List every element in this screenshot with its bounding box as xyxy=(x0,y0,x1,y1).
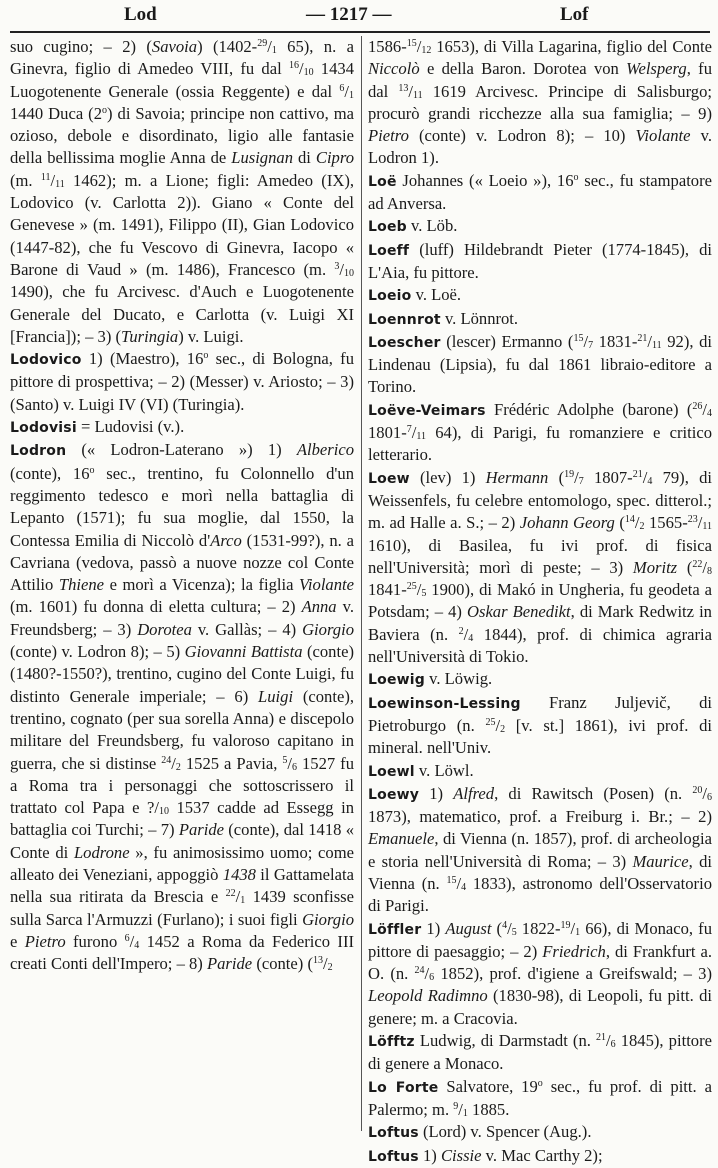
entry-lodovico xyxy=(10,348,354,416)
entry-loefftz xyxy=(368,1030,712,1076)
headword: Loew xyxy=(368,470,410,487)
headword: Loewy xyxy=(368,786,420,803)
entry-loeve-veimars xyxy=(368,399,712,467)
headword: Lodovico xyxy=(10,352,82,369)
headword: Loëve-Veimars xyxy=(368,402,486,419)
entry-text: Ludwig, di Darmstadt (n. $^{21}/_6$ 1845), pittore di genere a Monaco. xyxy=(368,1031,712,1074)
entry-text: (lev) 1) Hermann ($^{19}/_7$ $1807-^{21}/_4$ 79), di Weissenfels, fu celebre entomologo, spec. ditterol.; m. ad Halle a. S.; – 2) Johann Georg ($^{14}/_2$ $1565-^{23}/_{11}$ 1610), di Basilea, fu ivi prof. di fisica nell'Università; morì di peste; – 3) Moritz ($^{22}/_8$ $1841-^{25}/_5$ 1900), di Makó in Ungheria, fu geodeta a Potsdam; – 4) Oskar Benedikt, di Mark Redwitz in Baviera (n. $^2/_4$ 1844), prof. di chimica agraria nell'Università di Tokio. xyxy=(368,467,712,667)
entry-text: (lescer) Ermanno ($^{15}/_7$ $1831-^{21}/_{11}$ 92), di Lindenau (Lipsia), fu dal 1861 libraio-editore a Torino. xyxy=(368,331,712,397)
header-left-guide-word: Lod xyxy=(124,4,157,25)
entry-text: 1) (Maestro), 16$^o$ sec., di Bologna, fu pittore di prospettiva; – 2) (Messer) v. Ariosto; – 3) (Santo) v. Luigi IV (VI) (Turingia). xyxy=(10,349,354,414)
entry-lo-forte xyxy=(368,1076,712,1122)
entry-text: 1) Alfred, di Rawitsch (Posen) (n. $^{20}/_6$ 1873), matematico, prof. a Freiburg i. Br.; – 2) Emanuele, di Vienna (n. 1857), prof. di archeologia e storia nell'Università di Roma; – 3) Maurice, di Vienna (n. $^{15}/_4$ 1833), astronomo dell'Osservatorio di Parigi. xyxy=(368,783,712,916)
entry-loewig xyxy=(368,668,712,691)
headword: Loennrot xyxy=(368,311,441,328)
left-column xyxy=(10,36,354,1131)
entry-text: $1586-^{15}/_{12}$ 1653), di Villa Lagarina, figlio del Conte Niccolò e della Baron. Dorotea von Welsperg, fu dal $^{13}/_{11}$ 1619 Arcivesc. Principe di Salisburgo; procurò grandi ricchezze alla sua famiglia; – 9) Pietro (conte) v. Lodron 8); – 10) Violante v. Lodron 1). xyxy=(368,37,713,168)
entry-lodron xyxy=(10,439,354,975)
headword: Loë xyxy=(368,173,397,190)
right-column xyxy=(368,36,713,1165)
entry-text: 1) August ($^4/_5$ $1822-^{19}/_1$ 66), di Monaco, fu pittore di paesaggio; – 2) Friedrich, di Frankfurt a. O. (n. $^{24}/_6$ 1852), prof. d'igiene a Greifswald; – 3) Leopold Radimno (1830-98), di Leopoli, fu pitt. di genere; m. a Cracovia. xyxy=(368,918,713,1028)
entry-text: Johannes (« Loeio »), 16$^o$ sec., fu stampatore ad Anversa. xyxy=(368,170,712,214)
entry-text: Frédéric Adolphe (barone) ($^{26}/_4$ $1801-^7/_{11}$ 64), di Parigi, fu romanziere e critico letterario. xyxy=(368,399,712,465)
entry-text: v. Löb. xyxy=(406,216,458,236)
headword: Loeio xyxy=(368,288,412,305)
headword: Lodovisi xyxy=(10,420,77,437)
entry-loewl xyxy=(368,760,712,783)
entry-text: (luff) Hildebrandt Pieter (1774-1845), di L'Aia, fu pittore. xyxy=(368,239,712,282)
entry-text: v. Löwl. xyxy=(414,760,474,780)
entry-lodron-cont xyxy=(368,36,712,170)
entry-loftus-1 xyxy=(368,1121,712,1144)
entry-text: Salvatore, 19$^o$ sec., fu prof. di pitt. a Palermo; m. $^9/_1$ 1885. xyxy=(368,1076,712,1119)
headword: Löffler xyxy=(368,921,422,938)
page-header xyxy=(0,2,718,28)
entry-loeio xyxy=(368,284,712,307)
headword: Lodron xyxy=(10,443,67,460)
headword: Loftus xyxy=(368,1125,419,1142)
header-rule xyxy=(10,31,710,33)
entry-text: v. Löwig. xyxy=(425,669,493,689)
entry-loeffler xyxy=(368,918,712,1030)
headword: Loewinson-Lessing xyxy=(368,695,521,712)
entry-text: = Ludovisi (v.). xyxy=(76,417,185,437)
column-divider xyxy=(361,36,362,1131)
headword: Loftus xyxy=(368,1148,419,1165)
entry-loew xyxy=(368,467,712,669)
entry-loeff xyxy=(368,239,712,285)
entry-text: (« Lodron-Laterano ») 1) Alberico (conte), 16$^o$ sec., trentino, fu Colonnello d'un reggimento tedesco e morì nella battaglia di Lepanto (1571); fu sua moglie, dal 1550, la Contessa Emilia di Niccolò d'Arco (1531-99?), n. a Cavriana (vedova, passò a nuove nozze col Conte Attilio Thiene e morì a Vicenza); la figlia Violante (m. 1601) fu donna di eletta cultura; – 2) Anna v. Freundsberg; – 3) Dorotea v. Gallàs; – 4) Giorgio (conte) v. Lodron 8); – 5) Giovanni Battista (conte) (1480?-1550?), trentino, cugino del Conte Luigi, fu distinto Generale imperiale; – 6) Luigi (conte), trentino, cognato (per sua sorella Anna) e discepolo militare del Freundsberg, fu valoroso capitano in guerra, che si distinse $^{24}/_2$ 1525 a Pavia, $^5/_6$ 1527 fu a Roma tra i personaggi che sottoscrissero il trattato col Papa e $?/_{10}$ 1537 cadde ad Essegg in battaglia coi Turchi; – 7) Paride (conte), dal 1418 « Conte di Lodrone », fu animosissimo uomo; come alleato dei Veneziani, appoggiò 1438 il Gattamelata nella sua ritirata da Brescia e $^{22}/_1$ 1439 sconfisse sulla Sarca l'Armuzzi (Furlano); i suoi figli Giorgio e Pietro furono $^6/_4$ 1452 a Roma da Federico III creati Conti dell'Impero; – 8) Paride (conte) ($^{13}/_2$ xyxy=(10,440,355,974)
headword: Lo Forte xyxy=(368,1079,439,1096)
entry-lodovico-cont xyxy=(10,36,354,348)
entry-text: v. Lönnrot. xyxy=(440,308,519,328)
entry-text: v. Loë. xyxy=(411,285,462,305)
entry-loewy xyxy=(368,783,712,918)
page-number: — 1217 — xyxy=(306,4,392,25)
entry-lodovisi xyxy=(10,416,354,439)
headword: Loescher xyxy=(368,334,441,351)
headword: Loewig xyxy=(368,672,425,689)
entry-loennrot xyxy=(368,308,712,331)
entry-loftus-2 xyxy=(368,1145,712,1168)
headword: Löfftz xyxy=(368,1034,415,1051)
entry-loewinson-lessing xyxy=(368,692,712,760)
entry-text: Franz Juljevič, di Pietroburgo (n. $^{25}/_2$ [v. st.] 1861), ivi prof. di mineral. nell'Univ. xyxy=(368,692,712,758)
entry-text: suo cugino; – 2) (Savoia) ($1402-^{29}/_1$ 65), n. a Ginevra, figlio di Amedeo VIII, fu dal $^{16}/_{10}$ 1434 Luogotenente Generale (ossia Reggente) e dal $^6/_1$ 1440 Duca (2$^o$) di Savoia; principe non cattivo, ma ozioso, debole e disordinato, ligio alle fantasie della bellissima moglie Anna de Lusignan di Cipro (m. $^{11}/_{11}$ 1462); m. a Lione; figli: Amedeo (IX), Lodovico (v. Carlotta 2)). Giano « Conte del Genevese » (m. 1491), Filippo (II), Gian Lodovico (1447-82), che fu Vescovo di Ginevra, Iacopo « Barone di Vaud » (m. 1486), Francesco (m. $^3/_{10}$ 1490), che fu Arcivesc. d'Auch e Luogotenente Generale del Ducato, e Carlotta (v. Luigi XI [Francia]); – 3) (Turingia) v. Luigi. xyxy=(10,37,354,346)
entry-text: (Lord) v. Spencer (Aug.). xyxy=(418,1122,592,1142)
entry-loeb xyxy=(368,215,712,238)
entry-loescher xyxy=(368,331,712,399)
headword: Loewl xyxy=(368,763,415,780)
headword: Loeff xyxy=(368,242,410,259)
entry-loe xyxy=(368,170,712,216)
headword: Loeb xyxy=(368,219,407,236)
header-right-guide-word: Lof xyxy=(560,4,589,25)
entry-text: 1) Cissie v. Mac Carthy 2); xyxy=(418,1145,603,1165)
